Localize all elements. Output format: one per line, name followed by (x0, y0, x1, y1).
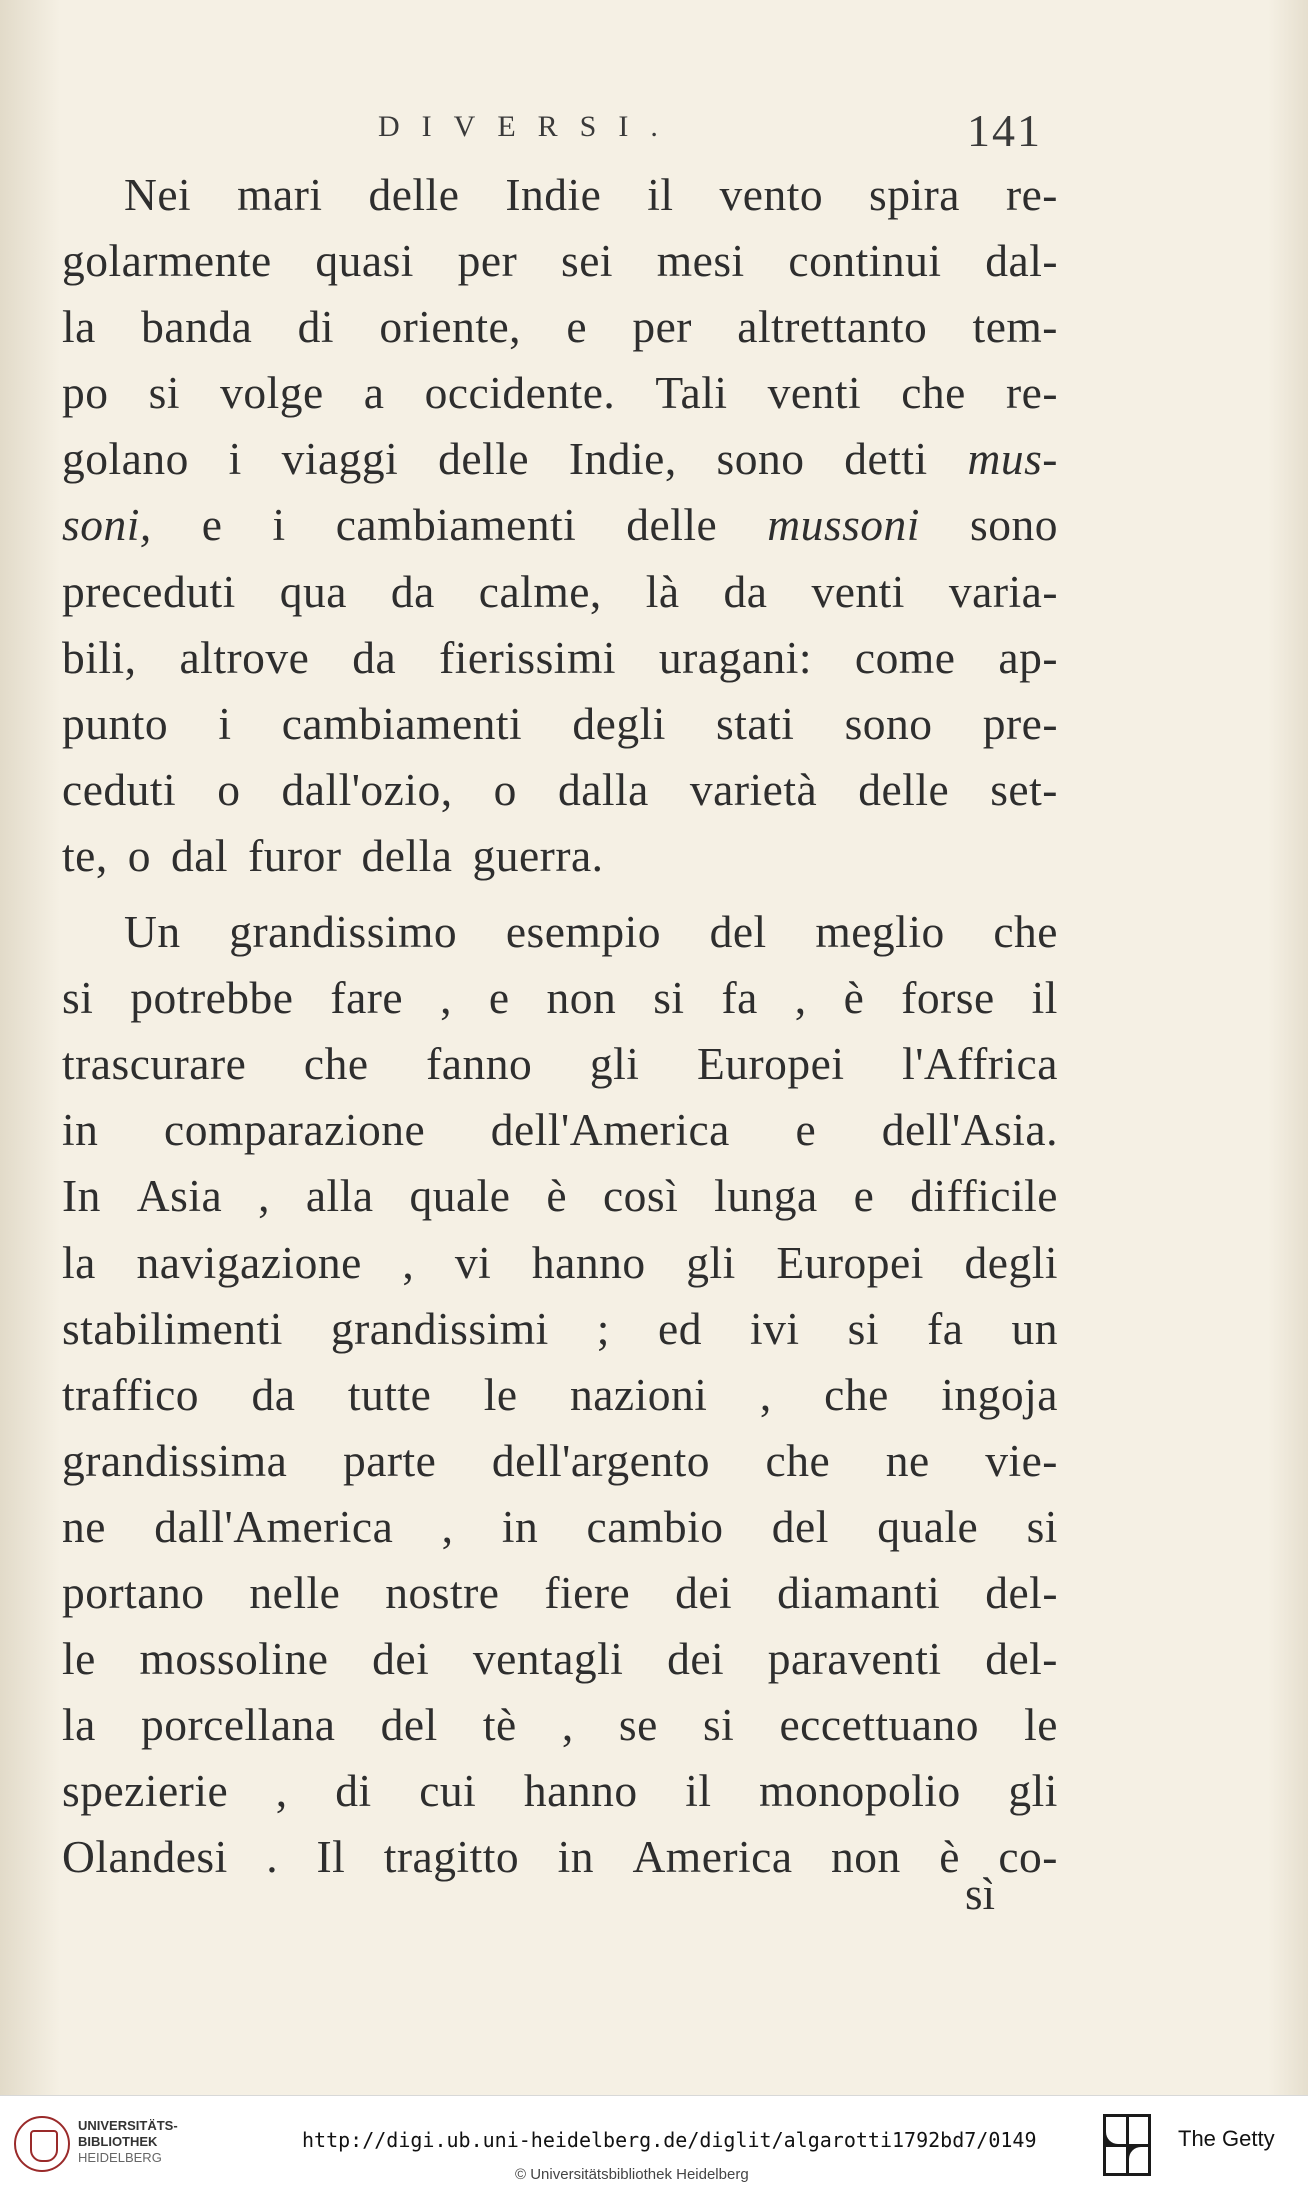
word: grandissimi (330, 1302, 549, 1354)
word: i (218, 697, 232, 749)
word: , (441, 1500, 454, 1552)
word: cui (419, 1765, 477, 1817)
word: dall'America (154, 1500, 394, 1552)
word: il (1031, 972, 1058, 1024)
word: diamanti (777, 1566, 941, 1618)
word: fa (721, 972, 758, 1024)
text-line (62, 691, 1058, 757)
word: là (645, 565, 680, 617)
word: potrebbe (130, 972, 294, 1024)
word: sei (560, 235, 614, 287)
word: dei (667, 1633, 725, 1685)
word: del (380, 1699, 438, 1751)
body-text (62, 162, 1058, 1890)
word: altrove (179, 631, 310, 683)
word: qua (279, 565, 347, 617)
word: , (402, 1236, 415, 1288)
text-line (62, 1163, 1058, 1229)
word: la (62, 301, 96, 353)
word: navigazione (136, 1236, 362, 1288)
word: In (62, 1170, 101, 1222)
word: occidente. (424, 367, 616, 419)
word: dell'America (490, 1104, 730, 1156)
catchword: sì (965, 1869, 996, 1919)
word: soni, (62, 499, 152, 551)
word: bili, (62, 631, 137, 683)
word: mussoni (767, 499, 920, 551)
word: , (275, 1765, 288, 1817)
word: Europei (776, 1236, 924, 1288)
text-line (62, 899, 1058, 965)
page-edge-shadow (1268, 0, 1308, 2095)
word: eccettuano (779, 1699, 979, 1751)
word: . (266, 1831, 279, 1883)
word: degli (572, 697, 666, 749)
word: delle (858, 763, 950, 815)
word: si (847, 1302, 879, 1354)
word: re- (1005, 367, 1058, 419)
word: esempio (505, 906, 661, 958)
word: stati (716, 697, 795, 749)
university-seal-icon (14, 2116, 70, 2172)
word: e (201, 499, 223, 551)
word: sono (716, 433, 805, 485)
word: la (62, 1236, 96, 1288)
word: lunga (714, 1170, 818, 1222)
word: o (217, 763, 241, 815)
word: nazioni (569, 1368, 708, 1420)
text-line (62, 1560, 1058, 1626)
word: , (794, 972, 807, 1024)
word: Un (124, 906, 181, 958)
word: set- (990, 763, 1058, 815)
text-line (62, 162, 1058, 228)
word: e (795, 1104, 817, 1156)
word: e (853, 1170, 875, 1222)
word: ne (62, 1500, 106, 1552)
word: quale (409, 1170, 511, 1222)
text-line (62, 823, 1058, 889)
word: e (488, 972, 510, 1024)
word: America (632, 1831, 793, 1883)
word: , (561, 1699, 574, 1751)
word: ceduti (62, 763, 177, 815)
word: in (62, 1104, 99, 1156)
word: Tali (655, 367, 728, 419)
text-line (62, 1362, 1058, 1428)
word: le (62, 1633, 96, 1685)
word: vi (454, 1236, 492, 1288)
word: per (632, 301, 692, 353)
word: le (1024, 1699, 1058, 1751)
word: portano (62, 1566, 205, 1618)
institution-line: HEIDELBERG (78, 2150, 162, 2165)
word: ; (596, 1302, 610, 1354)
word: dell'Asia. (881, 1104, 1058, 1156)
word: e (566, 301, 588, 353)
word: gli (686, 1236, 736, 1288)
word: fiere (544, 1566, 631, 1618)
word: vento (719, 169, 824, 220)
word: oriente, (379, 301, 522, 353)
word: ed (658, 1302, 702, 1354)
word: del (709, 906, 767, 958)
word: calme, (478, 565, 602, 617)
word: che (824, 1368, 889, 1420)
word: così (602, 1170, 679, 1222)
word: Il (316, 1831, 346, 1883)
word: altrettanto (737, 301, 928, 353)
word: di (297, 301, 335, 353)
word: dei (372, 1633, 430, 1685)
word: Europei (696, 1038, 845, 1090)
word: Indie, (568, 433, 677, 485)
word: parte (342, 1434, 437, 1486)
text-line (62, 426, 1058, 492)
word: del (771, 1500, 829, 1552)
word: o (127, 829, 151, 881)
word: si (148, 367, 180, 419)
word: hanno (523, 1765, 638, 1817)
word: Asia (136, 1170, 223, 1222)
word: dall'ozio, (281, 763, 453, 815)
word: nelle (249, 1566, 341, 1618)
word: come (854, 631, 956, 683)
text-line (62, 1428, 1058, 1494)
word: il (647, 169, 674, 220)
text-line (62, 965, 1058, 1031)
word: difficile (910, 1170, 1058, 1222)
text-line (62, 492, 1058, 558)
word: se (618, 1699, 658, 1751)
text-line (62, 1758, 1058, 1824)
word: dalla (557, 763, 649, 815)
word: tè (482, 1699, 517, 1751)
word: a (363, 367, 385, 419)
word: preceduti (62, 565, 236, 617)
word: forse (901, 972, 995, 1024)
word: viaggi (281, 433, 399, 485)
word: meglio (815, 906, 945, 958)
institution-line: BIBLIOTHEK (78, 2134, 158, 2149)
word: non (546, 972, 617, 1024)
text-line (62, 1097, 1058, 1163)
word: è (843, 972, 865, 1024)
word: da (723, 565, 768, 617)
word: grandissimo (229, 906, 458, 958)
word: comparazione (164, 1104, 426, 1156)
word: il (685, 1765, 712, 1817)
digitization-footer (0, 2095, 1308, 2200)
word: si (1026, 1500, 1058, 1552)
word: quale (877, 1500, 979, 1552)
word: vie- (985, 1434, 1058, 1486)
word: cambiamenti (281, 697, 523, 749)
text-line (62, 1230, 1058, 1296)
word: ne (885, 1434, 930, 1486)
word: non (831, 1831, 901, 1883)
permalink-url[interactable]: http://digi.ub.uni-heidelberg.de/diglit/algarotti1792bd7/0149 (302, 2128, 1037, 2152)
word: del- (985, 1633, 1058, 1685)
word: fa (927, 1302, 964, 1354)
word: venti (811, 565, 905, 617)
text-line (62, 1296, 1058, 1362)
word: Olandesi (62, 1831, 228, 1883)
word: che (303, 1038, 369, 1090)
word: della (361, 829, 453, 881)
word: ap- (998, 631, 1058, 683)
word: hanno (531, 1236, 646, 1288)
word: spira (869, 169, 960, 220)
word: paraventi (767, 1633, 942, 1685)
word: tem- (972, 301, 1058, 353)
word: tutte (347, 1368, 432, 1420)
text-line (62, 1031, 1058, 1097)
word: stabilimenti (62, 1302, 283, 1354)
partner-name: The Getty (1178, 2126, 1275, 2151)
word: la (62, 1699, 96, 1751)
institution-line: UNIVERSITÄTS- (78, 2118, 178, 2133)
word: te, (62, 829, 108, 881)
word: le (483, 1368, 518, 1420)
word: dal (170, 829, 229, 881)
word: , (258, 1170, 270, 1222)
word: che (901, 367, 966, 419)
word: di (335, 1765, 372, 1817)
word: traffico (62, 1368, 200, 1420)
getty-logo-icon (1103, 2114, 1151, 2176)
word: del- (985, 1566, 1058, 1618)
word: golano (62, 433, 189, 485)
paragraph-gap (62, 889, 1058, 899)
word: , (759, 1368, 772, 1420)
word: da (390, 565, 435, 617)
word: che (993, 906, 1058, 958)
word: trascurare (62, 1038, 247, 1090)
copyright-notice: © Universitätsbibliothek Heidelberg (515, 2166, 749, 2183)
word: in (557, 1831, 594, 1883)
institution-name (78, 2118, 178, 2166)
text-line (62, 1692, 1058, 1758)
word: mossoline (139, 1633, 329, 1685)
text-line (62, 559, 1058, 625)
word: re- (1005, 169, 1058, 220)
word: gli (1008, 1765, 1058, 1817)
word: è (939, 1831, 960, 1883)
word: dal- (985, 235, 1058, 287)
word: dell'argento (491, 1434, 710, 1486)
word: venti (767, 367, 862, 419)
word: cambio (586, 1500, 724, 1552)
word: gli (589, 1038, 640, 1090)
word: delle (438, 433, 530, 485)
word: monopolio (759, 1765, 961, 1817)
word: tragitto (383, 1831, 520, 1883)
word: dei (675, 1566, 733, 1618)
word: Nei (124, 169, 192, 220)
page-header (360, 104, 1050, 164)
text-line (62, 360, 1058, 426)
word: uragani: (658, 631, 812, 683)
word: fanno (426, 1038, 533, 1090)
word: o (493, 763, 517, 815)
word: detti (844, 433, 928, 485)
word: un (1011, 1302, 1058, 1354)
word: punto (62, 697, 169, 749)
word: fare (330, 972, 404, 1024)
word: Indie (505, 169, 602, 220)
word: quasi (315, 235, 414, 287)
word: i (228, 433, 242, 485)
text-line (62, 228, 1058, 294)
word: fierissimi (439, 631, 616, 683)
word: l'Affrica (902, 1038, 1058, 1090)
word: porcellana (141, 1699, 336, 1751)
word: nostre (385, 1566, 500, 1618)
word: banda (141, 301, 253, 353)
word: volge (220, 367, 324, 419)
word: mesi (656, 235, 745, 287)
word: delle (626, 499, 718, 551)
word: co- (998, 1831, 1058, 1883)
word: ivi (750, 1302, 800, 1354)
word: ventagli (472, 1633, 624, 1685)
word: da (251, 1368, 296, 1420)
word: grandissima (62, 1434, 288, 1486)
word: pre- (982, 697, 1058, 749)
word: mari (237, 169, 323, 220)
word: , (440, 972, 452, 1024)
word: alla (305, 1170, 374, 1222)
word: si (62, 972, 94, 1024)
word: sono (969, 499, 1058, 551)
word: po (62, 367, 109, 419)
word: in (501, 1500, 539, 1552)
word: ingoja (941, 1368, 1058, 1420)
text-line (62, 1626, 1058, 1692)
word: è (546, 1170, 568, 1222)
text-line (62, 1494, 1058, 1560)
page-gutter-shadow (0, 0, 60, 2095)
word: delle (368, 169, 460, 220)
running-head: DIVERSI. (378, 110, 680, 143)
word: continui (788, 235, 942, 287)
word: golarmente (62, 235, 272, 287)
word: che (765, 1434, 831, 1486)
word: mus- (967, 433, 1058, 485)
word: si (653, 972, 685, 1024)
word: da (352, 631, 397, 683)
word: si (702, 1699, 735, 1751)
word: spezierie (62, 1765, 229, 1817)
word: per (457, 235, 518, 287)
text-line (62, 294, 1058, 360)
text-line (62, 625, 1058, 691)
word: guerra. (472, 829, 604, 881)
word: cambiamenti (335, 499, 577, 551)
word: i (272, 499, 286, 551)
word: sono (844, 697, 933, 749)
text-line (62, 1824, 1058, 1890)
word: furor (248, 829, 342, 881)
word: varia- (948, 565, 1058, 617)
page-number: 141 (967, 105, 1042, 156)
word: varietà (689, 763, 818, 815)
text-line (62, 757, 1058, 823)
word: degli (964, 1236, 1058, 1288)
